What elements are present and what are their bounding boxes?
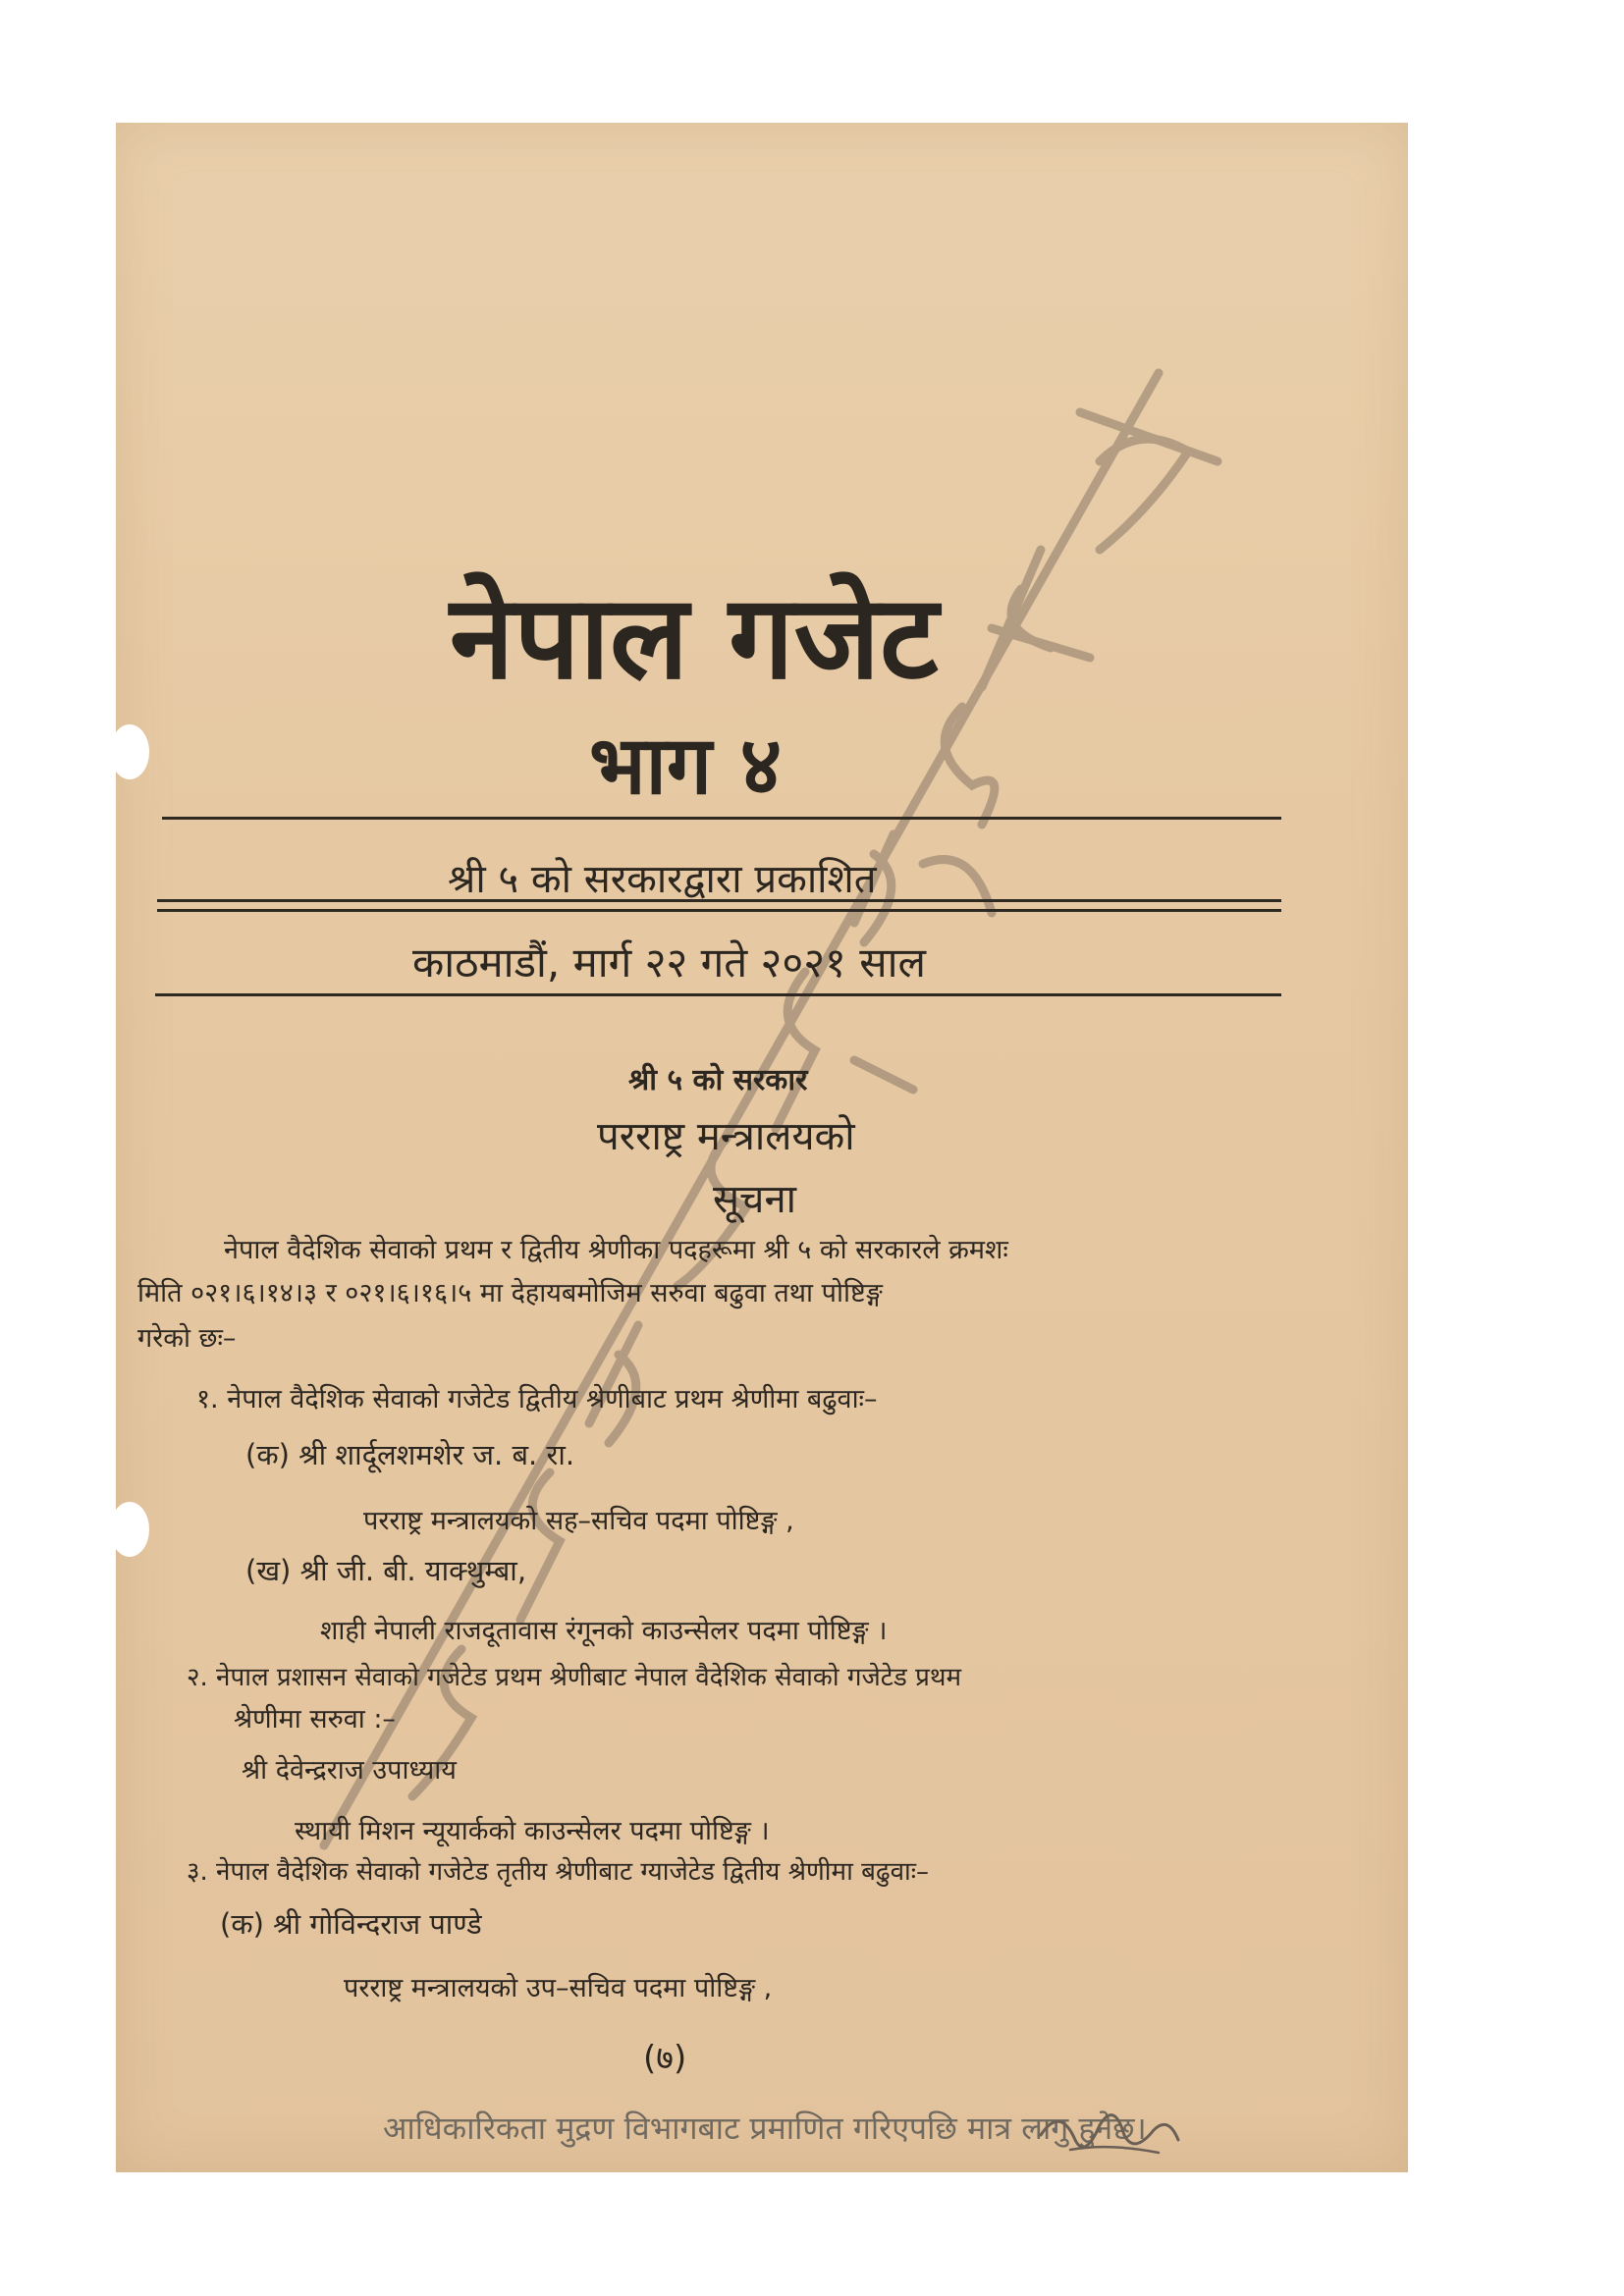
list-item: २. नेपाल प्रशासन सेवाको गजेटेड प्रथम श्रेणीबाट नेपाल वैदेशिक सेवाको गजेटेड प्रथम: [187, 1663, 962, 1692]
list-item: स्थायी मिशन न्यूयार्कको काउन्सेलर पदमा पोष्टिङ्ग ।: [295, 1816, 770, 1846]
notice-heading: सूचना: [713, 1177, 796, 1222]
list-item: शाही नेपाली राजदूतावास रंगूनको काउन्सेलर पदमा पोष्टिङ्ग ।: [320, 1616, 888, 1646]
list-item: श्री देवेन्द्रराज उपाध्याय: [242, 1755, 457, 1786]
divider: [162, 817, 1281, 820]
intro-line: गरेको छः–: [137, 1323, 237, 1354]
list-item: (क) श्री गोविन्दराज पाण्डे: [220, 1907, 482, 1941]
list-item: (ख) श्री जी. बी. याक्थुम्बा,: [245, 1554, 527, 1587]
handwritten-signature: [1031, 2096, 1188, 2164]
gazette-title: नेपाल गजेट: [450, 569, 939, 705]
divider: [157, 909, 1281, 912]
authenticity-footer: आधिकारिकता मुद्रण विभागबाट प्रमाणित गरिएपछि मात्र लागु हुनेछ।: [383, 2109, 1147, 2147]
intro-line: नेपाल वैदेशिक सेवाको प्रथम र द्वितीय श्रेणीका पदहरूमा श्री ५ को सरकारले क्रमशः: [224, 1235, 1008, 1265]
punch-hole-top: [110, 724, 149, 779]
list-item: (क) श्री शार्दूलशमशेर ज. ब. रा.: [245, 1438, 575, 1471]
intro-line: मिति ०२१।६।१४।३ र ०२१।६।१६।५ मा देहायबमोजिम सरुवा बढुवा तथा पोष्टिङ्ग: [137, 1278, 883, 1308]
government-line: श्री ५ को सरकार: [628, 1063, 808, 1097]
list-item: ३. नेपाल वैदेशिक सेवाको गजेटेड तृतीय श्रेणीबाट ग्याजेटेड द्वितीय श्रेणीमा बढुवाः–: [187, 1857, 930, 1887]
publisher-line: श्री ५ को सरकारद्वारा प्रकाशित: [448, 857, 877, 902]
date-line: काठमाडौं, मार्ग २२ गते २०२१ साल: [412, 938, 926, 987]
ministry-line: परराष्ट्र मन्त्रालयको: [597, 1114, 855, 1159]
gazette-part: भाग ४: [589, 720, 783, 813]
page-number: (७): [643, 2039, 687, 2078]
punch-hole-bottom: [110, 1502, 149, 1557]
list-item: परराष्ट्र मन्त्रालयको सह–सचिव पदमा पोष्टिङ्ग ,: [363, 1506, 794, 1536]
list-item: परराष्ट्र मन्त्रालयको उप–सचिव पदमा पोष्टिङ्ग ,: [344, 1973, 773, 2003]
list-item: १. नेपाल वैदेशिक सेवाको गजेटेड द्वितीय श्रेणीबाट प्रथम श्रेणीमा बढुवाः–: [196, 1384, 878, 1415]
list-item: श्रेणीमा सरुवा :–: [234, 1704, 396, 1735]
divider: [157, 899, 1281, 902]
divider: [155, 993, 1281, 996]
